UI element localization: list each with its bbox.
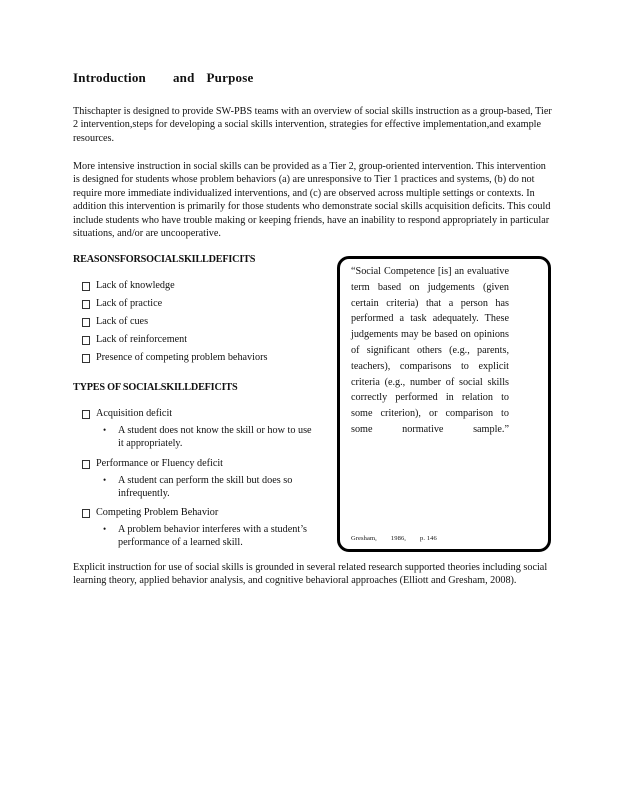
intro-paragraph: Thischapter is designed to provide SW-PBS teams with an overview of social skills instruction as a group-based, Tier 2 intervention,steps for developing a social skills intervention, strategies for effective implementation,and example resources. xyxy=(73,106,552,144)
bullet-icon: • xyxy=(103,524,107,534)
deficit-type-label: Competing Problem Behavior xyxy=(96,507,219,518)
theory-paragraph: Explicit instruction for use of social skills is grounded in several related research supported theories including social learning theory, applied behavior analysis, and cognitive behavioral approaches (Elliott and Gresham, 2008). xyxy=(73,562,548,587)
bullet-icon: • xyxy=(103,425,107,435)
deficit-type-item xyxy=(82,407,332,451)
reason-text: Lack of practice xyxy=(96,298,163,309)
list-item xyxy=(82,315,267,333)
deficit-type-label: Performance or Fluency deficit xyxy=(96,458,224,469)
checkbox-square-icon xyxy=(82,300,90,309)
checkbox-square-icon xyxy=(82,336,90,345)
reason-text: Lack of reinforcement xyxy=(96,334,188,345)
reason-text: Presence of competing problem behaviors xyxy=(96,352,268,363)
checkbox-square-icon xyxy=(82,354,90,363)
list-item xyxy=(82,333,267,351)
tier2-paragraph: More intensive instruction in social skills can be provided as a Tier 2, group-oriented intervention. This intervention is designed for students whose problem behaviors (a) are unresponsive to Tier 1 practices and systems, (b) do not require more immediate individualized interventions, and (c) are observed across multiple settings or contexts. In addition this intervention is primarily for those students who demonstrate social skills acquisition deficits. This could include students who have trouble making or keeping friends, have an inability to respond appropriately in particular situations, and/or are uncooperative. xyxy=(73,161,551,240)
title-word-introduction: Introduction xyxy=(73,70,146,85)
title-word-and: and xyxy=(172,70,195,85)
list-item xyxy=(82,279,267,297)
deficit-type-description: A student does not know the skill or how to use it appropriately. xyxy=(118,425,312,450)
page-title xyxy=(73,71,253,84)
list-item xyxy=(82,297,267,315)
reason-text: Lack of cues xyxy=(96,316,149,327)
bullet-icon: • xyxy=(103,475,107,485)
citation-page: p. 146 xyxy=(420,535,437,542)
checkbox-square-icon xyxy=(82,410,90,419)
citation-author: Gresham, xyxy=(351,535,377,542)
reasons-list xyxy=(82,279,267,369)
checkbox-square-icon xyxy=(82,509,90,518)
deficit-type-description: A problem behavior interferes with a student’s performance of a learned skill. xyxy=(118,524,307,549)
checkbox-square-icon xyxy=(82,318,90,327)
checkbox-square-icon xyxy=(82,460,90,469)
reason-text: Lack of knowledge xyxy=(96,280,175,291)
quote-citation xyxy=(351,532,451,545)
list-item xyxy=(82,351,267,369)
title-word-purpose: Purpose xyxy=(206,70,254,85)
deficit-type-item xyxy=(82,457,332,501)
types-heading: TYPES OF SOCIALSKILLDEFICITS xyxy=(73,382,238,393)
checkbox-square-icon xyxy=(82,282,90,291)
citation-year: 1986, xyxy=(390,535,407,542)
deficit-type-label: Acquisition deficit xyxy=(96,408,173,419)
deficit-type-description: A student can perform the skill but does so infrequently. xyxy=(118,475,293,500)
deficit-type-item xyxy=(82,506,332,550)
quote-text: “Social Competence [is] an evaluative term based on judgements (given certain criteria) that a person has performed a task adequately. These judgements may be based on opinions of significant others (e.g., parents, teachers), comparisons to explicit criteria (e.g., number of social skills correctly performed in relation to some criterion), or comparison to some normative sample.” xyxy=(351,266,509,435)
reasons-heading: REASONSFORSOCIALSKILLDEFICITS xyxy=(73,254,256,265)
